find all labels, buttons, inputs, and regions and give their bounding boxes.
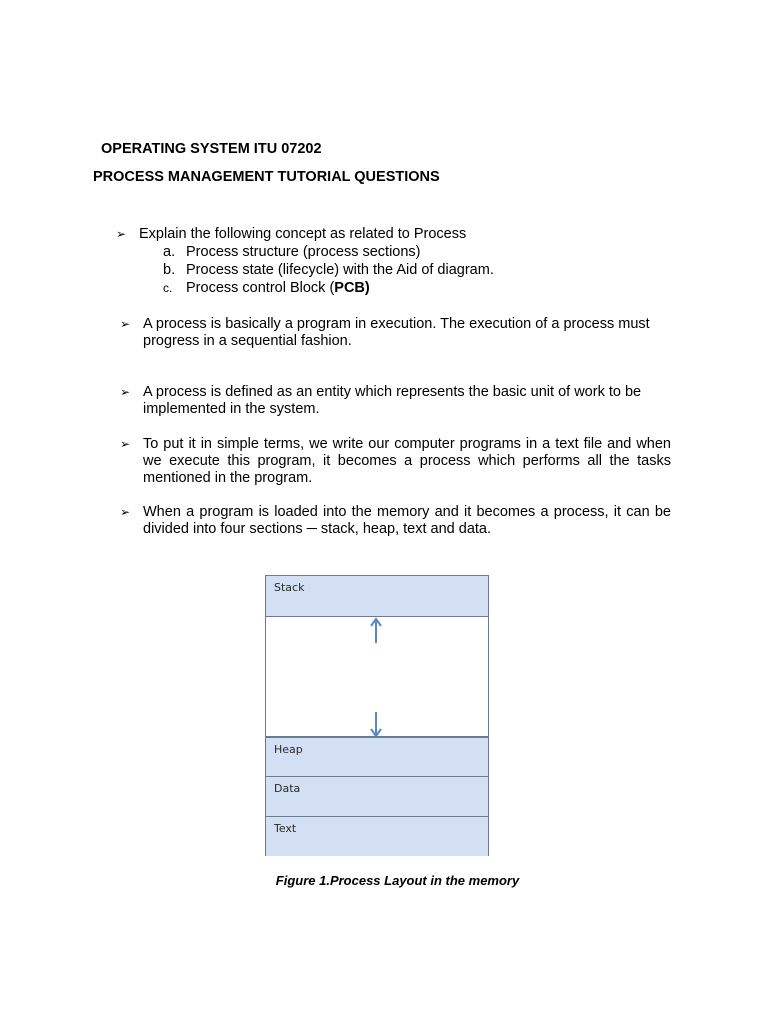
process-memory-diagram [265, 575, 489, 856]
paragraph: To put it in simple terms, we write our computer programs in a text file and when we execute this program, it becomes a process which performs all the tasks mentioned in the program. [143, 436, 671, 486]
segment-label: Data [274, 782, 301, 795]
text-segment [266, 817, 488, 856]
sub-item-marker: b. [163, 262, 176, 278]
arrow-bullet-icon: ➢ [120, 505, 131, 519]
figure-caption: Figure 1.Process Layout in the memory [275, 873, 520, 888]
sub-item-marker: a. [163, 244, 176, 260]
paragraph: A process is basically a program in execution. The execution of a process must progress in a sequential fashion. [143, 316, 650, 349]
arrow-up-icon [369, 617, 383, 645]
sub-item-text: Process state (lifecycle) with the Aid of diagram. [186, 262, 494, 278]
arrow-down-icon [369, 710, 383, 738]
question-sub-item [163, 244, 421, 261]
course-title: OPERATING SYSTEM ITU 07202 [101, 141, 322, 157]
segment-label: Stack [274, 581, 305, 594]
question-sub-item [163, 262, 494, 279]
segment-label: Heap [274, 743, 303, 756]
arrow-bullet-icon: ➢ [120, 317, 131, 331]
arrow-bullet-icon: ➢ [120, 437, 131, 451]
question-text: Explain the following concept as related to Process [139, 226, 467, 242]
question-sub-item [163, 280, 370, 297]
free-memory-segment [266, 617, 488, 737]
document-title: PROCESS MANAGEMENT TUTORIAL QUESTIONS [93, 169, 440, 185]
sub-item-text: Process control Block ( [186, 280, 335, 296]
paragraph: A process is defined as an entity which represents the basic unit of work to be implemented in the system. [143, 384, 642, 417]
sub-item-bold-text: PCB) [334, 280, 370, 296]
heap-segment [266, 737, 488, 777]
paragraph: When a program is loaded into the memory and it becomes a process, it can be divided into four sections ─ stack, heap, text and data. [143, 504, 671, 537]
stack-segment [266, 576, 488, 617]
segment-label: Text [274, 822, 297, 835]
data-segment [266, 777, 488, 817]
arrow-bullet-icon: ➢ [116, 227, 127, 241]
sub-item-text: Process structure (process sections) [186, 244, 421, 260]
sub-item-marker: c. [163, 281, 173, 295]
arrow-bullet-icon: ➢ [120, 385, 131, 399]
